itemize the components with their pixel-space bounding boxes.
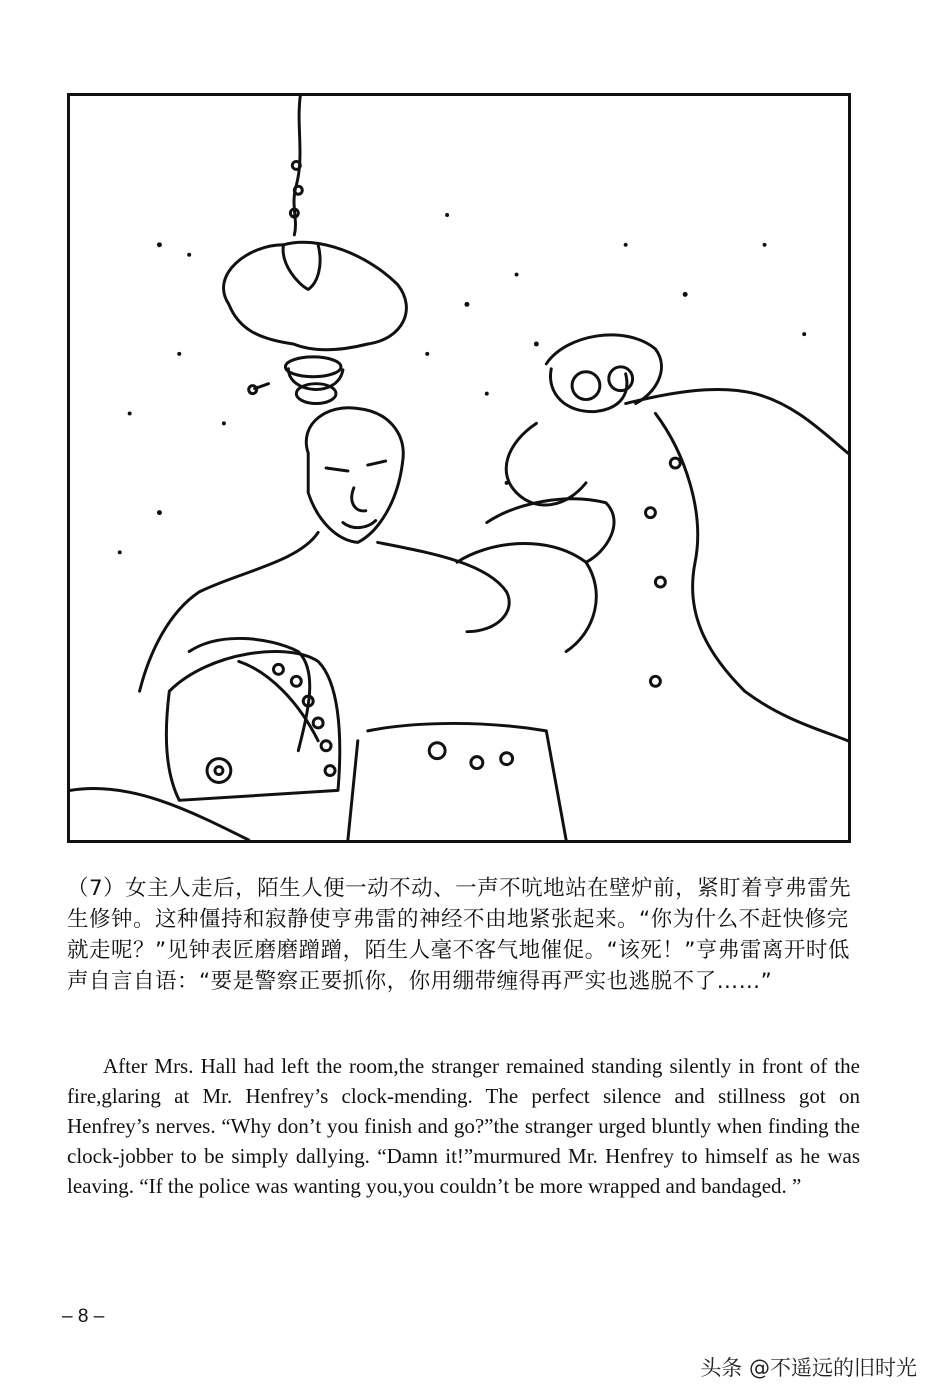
page-number: – 8 – [62, 1306, 105, 1327]
watermark: 头条 @不遥远的旧时光 [700, 1356, 917, 1380]
english-paragraph: After Mrs. Hall had left the room,the stranger remained standing silently in front of the fire,glaring at Mr. Henfrey’s clock-mending. The perfect silence and stillness got on Henfrey’s nerves. “Why don’t you finish and go?”the stranger urged bluntly when finding the clock-jobber to be simply dallying. “Damn it!”murmured Mr. Henfrey to himself as he was leaving. “If the police was wanting you,you couldn’t be more wrapped and bandaged. ” [67, 1054, 860, 1198]
ink-drawing-clockmender-and-stranger [70, 96, 848, 840]
illustration [67, 93, 851, 843]
chinese-paragraph: （7）女主人走后，陌生人便一动不动、一声不吭地站在壁炉前，紧盯着亨弗雷先生修钟。这种僵持和寂静使亨弗雷的神经不由地紧张起来。“你为什么不赶快修完就走呢？”见钟表匠磨磨蹭蹭，陌生人毫不客气地催促。“该死！”亨弗雷离开时低声自言自语：“要是警察正要抓你，你用绷带缠得再严实也逃脱不了……” [67, 876, 852, 994]
